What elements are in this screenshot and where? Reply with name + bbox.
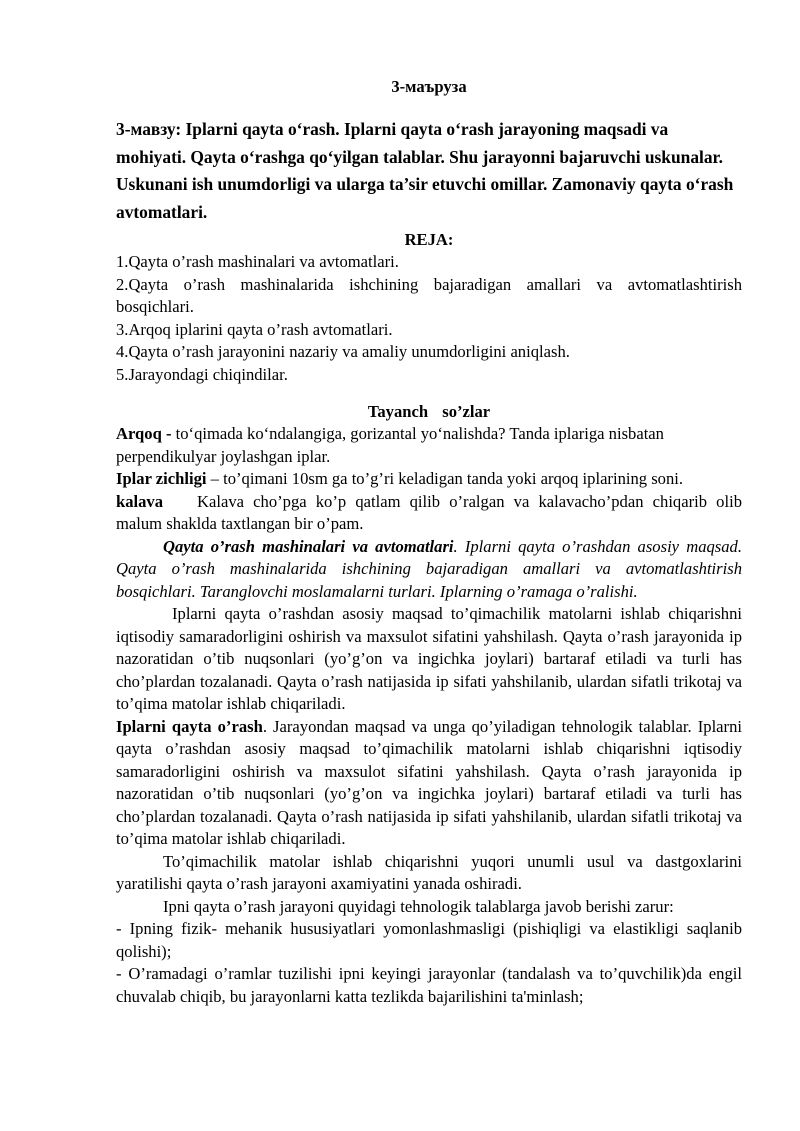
- paragraph: - Ipning fizik- mehanik hususiyatlari yomonlashmasligi (pishiqligi va elastikligi saqlanib qolishi);: [116, 919, 742, 961]
- section-intro: [116, 536, 742, 604]
- keyword-entry: [116, 423, 742, 468]
- paragraph-bold-lead: Iplarni qayta o’rash: [116, 716, 263, 736]
- keyword-definition: – to’qimani 10sm ga to’g’ri keladigan tanda yoki arqoq iplarining soni.: [206, 469, 684, 488]
- keyword-entry: [116, 468, 742, 491]
- keyword-definition: Kalava cho’pga ko’p qatlam qilib o’ralgan va kalavacho’pdan chiqarib olib malum shaklda taxtlangan bir o’pam.: [116, 491, 742, 533]
- paragraph: Iplarni qayta o’rashdan asosiy maqsad to’qimachilik matolarni ishlab chiqarishni iqtisodiy samaradorligini oshirish va maxsulot sifatini yahshilash. Qayta o’rash jarayonida ip nazoratidan o’tib nuqsonlari (yo’g’on va ingichka joylari) bartaraf etiladi va turli has cho’plardan tozalanadi. Qayta o’rash natijasida ip sifati yahshilanib, ulardan sifatli trikotaj va to’qima matolar ishlab chiqariladi.: [116, 604, 742, 713]
- keyword-term: Iplar zichligi: [116, 469, 207, 488]
- plan-item: 1.Qayta o’rash mashinalari va avtomatlari.: [116, 252, 399, 271]
- plan-item: 2.Qayta o’rash mashinalarida ishchining bajaradigan amallari va avtomatlashtirish bosqichlari.: [116, 274, 742, 316]
- lecture-title: 3-маъруза: [391, 77, 467, 96]
- keyword-definition: to‘qimada ko‘ndalangiga, gorizantal yo‘nalishda? Tanda iplariga nisbatan perpendikulyar joylashgan iplar.: [116, 424, 664, 466]
- paragraph: Ipni qayta o’rash jarayoni quyidagi tehnologik talablarga javob berishi zarur:: [163, 896, 674, 916]
- keyword-entry: [116, 491, 742, 536]
- section-intro-title: Qayta o’rash mashinalari va avtomatlari: [163, 536, 454, 556]
- paragraph: To’qimachilik matolar ishlab chiqarishni yuqori unumli usul va dastgoxlarini yaratilishi qayta o’rash jarayoni axamiyatini yanada oshiradi.: [116, 851, 742, 893]
- topic-heading: 3-мавзу: Iplarni qayta o‘rash. Iplarni qayta o‘rash jarayoning maqsadi va mohiyati. Qayta o‘rashga qo‘yilgan talablar. Shu jarayonni bajaruvchi uskunalar. Uskunani ish unumdorligi va ularga ta’sir etuvchi omillar. Zamonaviy qayta o‘rash avtomatlari.: [116, 119, 734, 222]
- keyword-term: Arqoq -: [116, 424, 172, 443]
- plan-item: 5.Jarayondagi chiqindilar.: [116, 364, 288, 384]
- paragraph: - O’ramadagi o’ramlar tuzilishi ipni keyingi jarayonlar (tandalash va to’quvchilik)da engil chuvalab chiqib, bu jarayonlarni katta tezlikda bajarilishini ta'minlash;: [116, 964, 742, 1006]
- paragraph-text: . Jarayondan maqsad va unga qo’yiladigan tehnologik talablar. Iplarni qayta o’rashdan asosiy maqsad to’qimachilik matolarni ishlab chiqarishni iqtisodiy samaradorligini oshirish va maxsulot sifatini yahshilash. Qayta o’rash jarayonida ip nazoratidan o’tib nuqsonlari (yo’g’on va ingichka joylari) bartaraf etiladi va turli has cho’plardan tozalanadi. Qayta o’rash natijasida ip sifati yahshilanib, ulardan sifatli trikotaj va to’qima matolar ishlab chiqariladi.: [116, 716, 742, 848]
- plan-title: REJA:: [404, 230, 454, 249]
- section-intro-text: . Iplarni qayta o’rashdan asosiy maqsad. Qayta o’rash mashinalarida ishchining bajaradigan amallari va avtomatlashtirish bosqichlari. Taranglovchi moslamalarni turlari. Iplarning o’ramaga o’ralishi.: [116, 536, 742, 601]
- plan-list: [116, 251, 742, 386]
- keyword-term: kalava: [116, 491, 164, 511]
- document-body: [116, 423, 742, 1008]
- paragraph: [116, 716, 742, 851]
- plan-item: 3.Arqoq iplarini qayta o’rash avtomatlari.: [116, 319, 393, 339]
- keywords-title: Tayanch so’zlar: [367, 402, 491, 421]
- plan-item: 4.Qayta o’rash jarayonini nazariy va amaliy unumdorligini aniqlash.: [116, 342, 570, 361]
